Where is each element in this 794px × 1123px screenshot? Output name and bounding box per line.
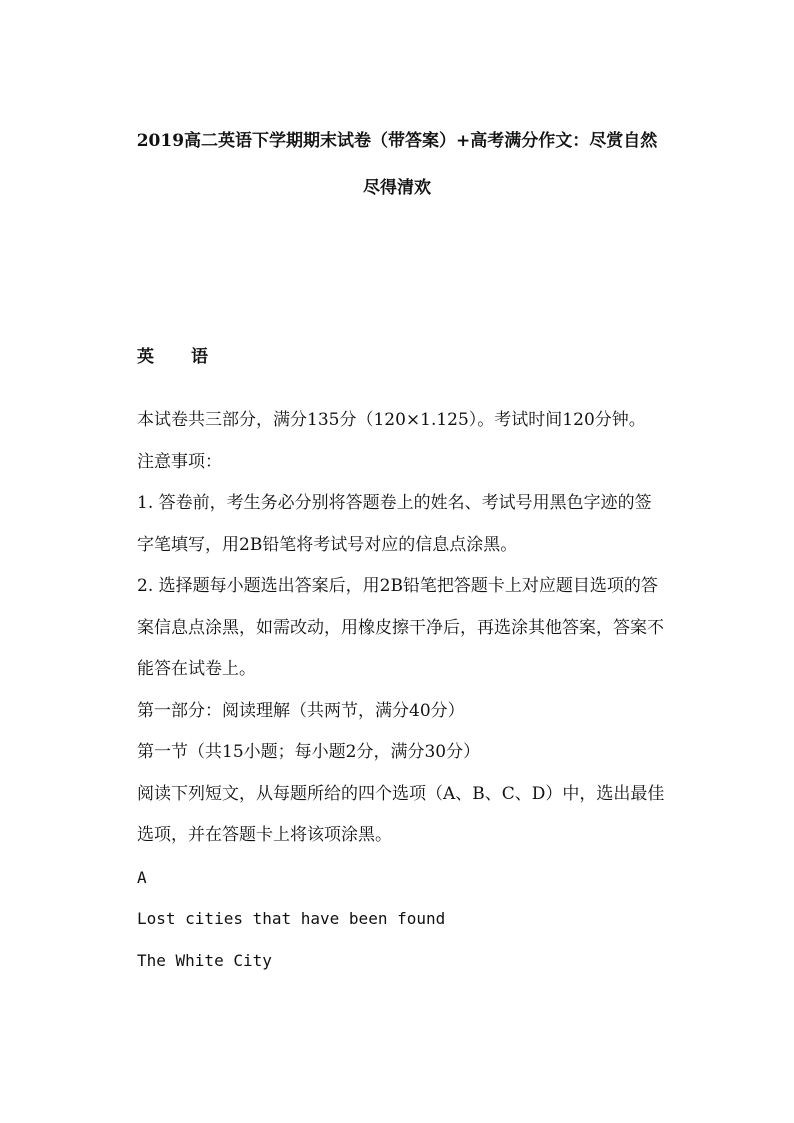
passage-title: Lost cities that have been found [137,909,446,928]
reading-instructions: 阅读下列短文，从每题所给的四个选项（A、B、C、D）中，选出最佳选项，并在答题卡上将该项涂黑。 [137,783,665,845]
note-item-2: 2. 选择题每小题选出答案后，用2B铅笔把答题卡上对应题目选项的答案信息点涂黑，如需改动，用橡皮擦干净后，再选涂其他答案，答案不能答在试卷上。 [137,576,664,679]
document-body [137,400,667,981]
passage-subtitle: The White City [137,950,272,970]
section-heading: 英语 [137,347,245,367]
title-line-1: 2019高二英语下学期期末试卷（带答案）+高考满分作文：尽赏自然 [136,131,658,151]
notes-heading: 注意事项： [137,451,222,472]
part-one-heading: 第一部分：阅读理解（共两节，满分40分） [137,700,465,721]
document-title [110,118,684,212]
note-item-1: 1. 答卷前，考生务必分别将答题卷上的姓名、考试号用黑色字迹的签字笔填写，用2B铅笔将考试号对应的信息点涂黑。 [137,493,652,555]
title-line-2: 尽得清欢 [363,178,431,198]
section-one-heading: 第一节（共15小题；每小题2分，满分30分） [137,742,481,762]
exam-info-paragraph: 本试卷共三部分，满分135分（120×1.125）。考试时间120分钟。 [137,410,646,430]
passage-label: A [137,867,147,887]
